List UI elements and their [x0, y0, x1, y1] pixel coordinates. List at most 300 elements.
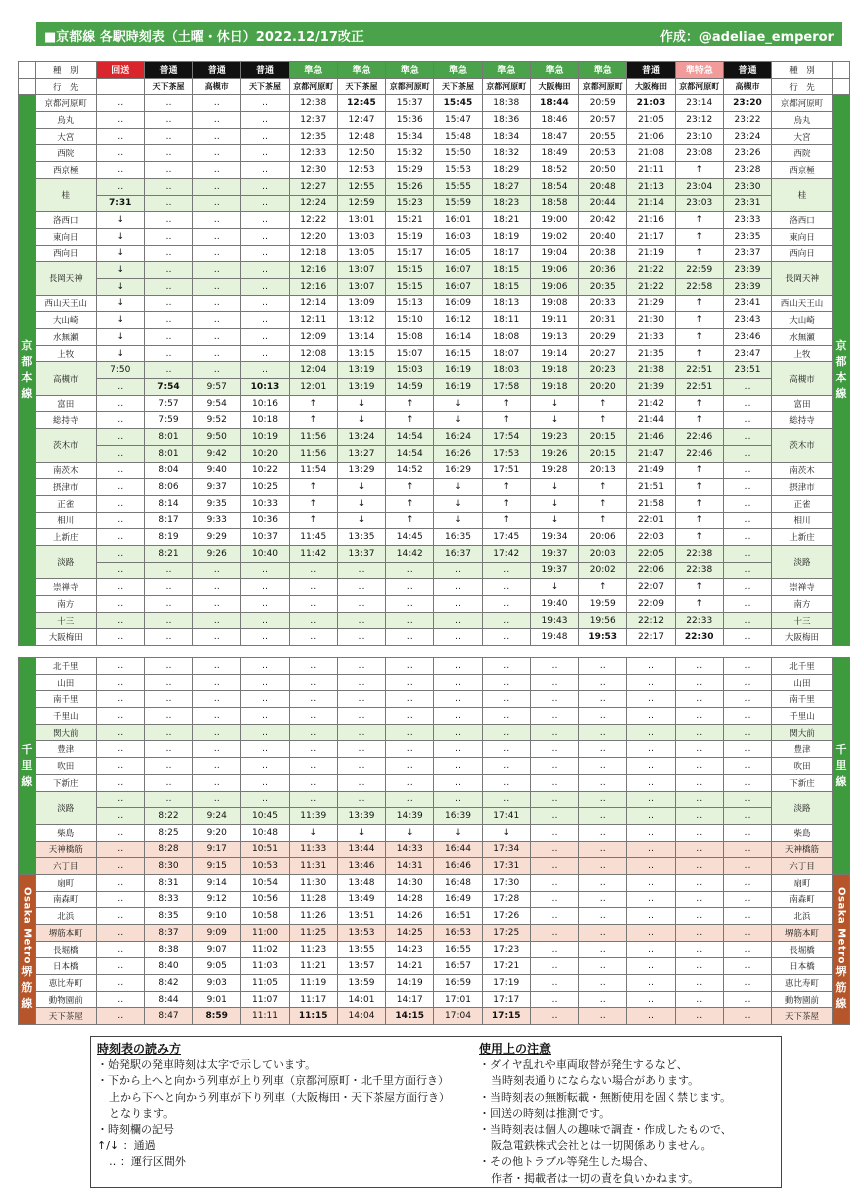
- time-cell: ‥: [193, 708, 241, 725]
- time-cell: ‥: [482, 658, 530, 675]
- time-cell: ‥: [144, 245, 192, 262]
- station-name: 吹田: [35, 758, 96, 775]
- time-cell: ↓: [530, 512, 578, 529]
- time-cell: 22:59: [675, 262, 723, 279]
- time-cell: 12:24: [289, 195, 337, 212]
- table-row: [19, 345, 850, 362]
- station-name: 高槻市: [772, 362, 833, 395]
- line-label-char: 堺: [835, 965, 847, 979]
- station-name: 水無瀬: [35, 329, 96, 346]
- line-label-char: 京: [21, 339, 33, 353]
- table-row: [19, 612, 850, 629]
- time-cell: 13:12: [337, 312, 385, 329]
- station-name: 扇町: [772, 874, 833, 891]
- time-cell: ‥: [723, 691, 771, 708]
- time-cell: ‥: [723, 529, 771, 546]
- time-cell: ‥: [386, 612, 434, 629]
- train-destination-2: 高槻市: [193, 78, 241, 95]
- time-cell: ‥: [96, 395, 144, 412]
- time-cell: 21:13: [627, 178, 675, 195]
- station-name: 京都河原町: [35, 95, 96, 112]
- time-cell: 11:00: [241, 925, 289, 942]
- time-cell: 18:07: [482, 345, 530, 362]
- time-cell: ‥: [723, 395, 771, 412]
- time-cell: ‥: [96, 958, 144, 975]
- legend-line: ↑/↓ ：通過: [97, 1139, 156, 1153]
- time-cell: 14:26: [386, 908, 434, 925]
- time-cell: ‥: [434, 629, 482, 646]
- time-cell: ‥: [434, 612, 482, 629]
- time-cell: 15:34: [386, 128, 434, 145]
- table-row: [19, 808, 850, 825]
- time-cell: ‥: [723, 991, 771, 1008]
- time-cell: 7:50: [96, 362, 144, 379]
- time-cell: ↑: [482, 512, 530, 529]
- time-cell: ↑: [482, 395, 530, 412]
- time-cell: ‥: [675, 941, 723, 958]
- time-cell: ‥: [96, 941, 144, 958]
- time-cell: 11:02: [241, 941, 289, 958]
- time-cell: ↑: [386, 495, 434, 512]
- time-cell: ‥: [723, 512, 771, 529]
- time-cell: 19:34: [530, 529, 578, 546]
- time-cell: ‥: [530, 724, 578, 741]
- station-name: 南千里: [35, 691, 96, 708]
- station-name: 洛西口: [35, 212, 96, 229]
- time-cell: ↑: [579, 495, 627, 512]
- time-cell: ‥: [193, 758, 241, 775]
- time-cell: 19:26: [530, 445, 578, 462]
- time-cell: ‥: [579, 824, 627, 841]
- station-name: 大阪梅田: [35, 629, 96, 646]
- time-cell: ‥: [434, 758, 482, 775]
- time-cell: ‥: [241, 674, 289, 691]
- time-cell: 23:47: [723, 345, 771, 362]
- time-cell: ↑: [579, 579, 627, 596]
- station-name: 天下茶屋: [772, 1008, 833, 1025]
- train-destination-10: 京都河原町: [579, 78, 627, 95]
- time-cell: 17:54: [482, 429, 530, 446]
- time-cell: 20:31: [579, 312, 627, 329]
- legend-right-title: 使用上の注意: [479, 1042, 552, 1056]
- time-cell: ‥: [386, 691, 434, 708]
- time-cell: ‥: [96, 529, 144, 546]
- time-cell: ‥: [193, 629, 241, 646]
- table-row: [19, 462, 850, 479]
- table-row: [19, 228, 850, 245]
- time-cell: 19:04: [530, 245, 578, 262]
- station-name: 関大前: [772, 724, 833, 741]
- train-destination-1: 天下茶屋: [144, 78, 192, 95]
- time-cell: ‥: [627, 758, 675, 775]
- time-cell: ‥: [723, 674, 771, 691]
- station-name: 堺筋本町: [772, 925, 833, 942]
- time-cell: 12:16: [289, 278, 337, 295]
- time-cell: 18:38: [482, 95, 530, 112]
- time-cell: ‥: [144, 278, 192, 295]
- time-cell: ‥: [193, 228, 241, 245]
- time-cell: 10:13: [241, 379, 289, 396]
- time-cell: 11:25: [289, 925, 337, 942]
- table-row: [19, 128, 850, 145]
- time-cell: 15:15: [386, 278, 434, 295]
- time-cell: 11:42: [289, 545, 337, 562]
- time-cell: 16:24: [434, 429, 482, 446]
- time-cell: 11:03: [241, 958, 289, 975]
- time-cell: ‥: [96, 975, 144, 992]
- time-cell: ‥: [434, 674, 482, 691]
- table-row: [19, 412, 850, 429]
- time-cell: ‥: [241, 758, 289, 775]
- train-destination-13: 高槻市: [723, 78, 771, 95]
- time-cell: ‥: [241, 278, 289, 295]
- time-cell: 16:05: [434, 245, 482, 262]
- station-name: 十三: [35, 612, 96, 629]
- time-cell: 20:36: [579, 262, 627, 279]
- time-cell: ‥: [193, 178, 241, 195]
- corner-cell: [19, 78, 36, 95]
- time-cell: ‥: [675, 841, 723, 858]
- time-cell: 14:30: [386, 874, 434, 891]
- time-cell: ‥: [482, 629, 530, 646]
- time-cell: ‥: [289, 758, 337, 775]
- table-row: [19, 841, 850, 858]
- time-cell: ‥: [337, 758, 385, 775]
- station-name: 千里山: [772, 708, 833, 725]
- time-cell: 20:29: [579, 329, 627, 346]
- time-cell: 16:12: [434, 312, 482, 329]
- time-cell: 10:18: [241, 412, 289, 429]
- time-cell: 20:44: [579, 195, 627, 212]
- time-cell: 18:52: [530, 162, 578, 179]
- time-cell: ‥: [530, 808, 578, 825]
- time-cell: ‥: [386, 708, 434, 725]
- time-cell: 10:33: [241, 495, 289, 512]
- time-cell: ‥: [241, 95, 289, 112]
- time-cell: ↑: [386, 395, 434, 412]
- time-cell: ‥: [96, 495, 144, 512]
- line-label-0: [832, 95, 849, 646]
- time-cell: ‥: [675, 858, 723, 875]
- table-row: [19, 429, 850, 446]
- time-cell: 17:17: [482, 991, 530, 1008]
- station-name: 相川: [35, 512, 96, 529]
- time-cell: ‥: [241, 345, 289, 362]
- time-cell: ‥: [723, 958, 771, 975]
- time-cell: ‥: [627, 658, 675, 675]
- time-cell: 11:33: [289, 841, 337, 858]
- time-cell: 13:35: [337, 529, 385, 546]
- time-cell: 17:28: [482, 891, 530, 908]
- time-cell: 13:14: [337, 329, 385, 346]
- time-cell: 13:49: [337, 891, 385, 908]
- line-label-char: 里: [835, 759, 847, 772]
- table-row: [19, 691, 850, 708]
- time-cell: ‥: [96, 1008, 144, 1025]
- time-cell: ‥: [193, 691, 241, 708]
- time-cell: ‥: [723, 562, 771, 579]
- station-name: 富田: [772, 395, 833, 412]
- time-cell: 22:03: [627, 529, 675, 546]
- time-cell: 13:55: [337, 941, 385, 958]
- table-row: [19, 975, 850, 992]
- time-cell: ‥: [193, 278, 241, 295]
- time-cell: ↓: [96, 295, 144, 312]
- table-row: [19, 596, 850, 613]
- time-cell: ‥: [96, 991, 144, 1008]
- time-cell: 12:50: [337, 145, 385, 162]
- time-cell: ‥: [144, 162, 192, 179]
- time-cell: 15:03: [386, 362, 434, 379]
- time-cell: ↓: [96, 212, 144, 229]
- legend-line: 当時刻表通りにならない場合があります。: [491, 1074, 700, 1088]
- time-cell: ↑: [579, 395, 627, 412]
- time-cell: ↑: [675, 312, 723, 329]
- time-cell: ‥: [723, 791, 771, 808]
- time-cell: ‥: [530, 874, 578, 891]
- legend-line: ・当時刻表は個人の趣味で調査・作成したもので、: [479, 1123, 732, 1137]
- station-name: 大山崎: [772, 312, 833, 329]
- train-destination-0: [96, 78, 144, 95]
- time-cell: ‥: [193, 579, 241, 596]
- time-cell: ‥: [530, 708, 578, 725]
- time-cell: 18:19: [482, 228, 530, 245]
- table-row: [19, 874, 850, 891]
- time-cell: 22:51: [675, 362, 723, 379]
- time-cell: 14:17: [386, 991, 434, 1008]
- time-cell: 12:20: [289, 228, 337, 245]
- time-cell: 8:01: [144, 445, 192, 462]
- time-cell: ‥: [96, 824, 144, 841]
- time-cell: 23:10: [675, 128, 723, 145]
- time-cell: 16:39: [434, 808, 482, 825]
- time-cell: ↓: [96, 312, 144, 329]
- time-cell: 14:31: [386, 858, 434, 875]
- table-row: [19, 95, 850, 112]
- time-cell: ‥: [675, 724, 723, 741]
- time-cell: ‥: [144, 178, 192, 195]
- time-cell: 16:29: [434, 462, 482, 479]
- table-row: [19, 791, 850, 808]
- time-cell: ‥: [530, 975, 578, 992]
- time-cell: ‥: [144, 112, 192, 129]
- time-cell: ‥: [144, 629, 192, 646]
- table-row: [19, 262, 850, 279]
- time-cell: ↑: [579, 512, 627, 529]
- time-cell: ‥: [723, 596, 771, 613]
- time-cell: ‥: [627, 941, 675, 958]
- time-cell: 15:37: [386, 95, 434, 112]
- time-cell: 19:18: [530, 362, 578, 379]
- time-cell: 8:19: [144, 529, 192, 546]
- time-cell: ‥: [675, 691, 723, 708]
- time-cell: ↓: [530, 395, 578, 412]
- time-cell: 15:29: [386, 162, 434, 179]
- time-cell: 18:21: [482, 212, 530, 229]
- time-cell: 21:17: [627, 228, 675, 245]
- station-name: 山田: [35, 674, 96, 691]
- time-cell: 13:37: [337, 545, 385, 562]
- station-name: 下新庄: [35, 774, 96, 791]
- author-credit: 作成：@adeliae_emperor: [659, 30, 834, 45]
- time-cell: ↑: [675, 295, 723, 312]
- line-label-2: [19, 874, 36, 1024]
- time-cell: 11:23: [289, 941, 337, 958]
- time-cell: 16:53: [434, 925, 482, 942]
- time-cell: 13:44: [337, 841, 385, 858]
- time-cell: 10:53: [241, 858, 289, 875]
- time-cell: ‥: [96, 708, 144, 725]
- time-cell: 19:08: [530, 295, 578, 312]
- time-cell: 19:02: [530, 228, 578, 245]
- table-row: [19, 178, 850, 195]
- line-label-char: 京: [835, 339, 847, 353]
- time-cell: ‥: [241, 791, 289, 808]
- time-cell: 18:29: [482, 162, 530, 179]
- time-cell: ↓: [530, 412, 578, 429]
- time-cell: 16:37: [434, 545, 482, 562]
- station-name: 烏丸: [35, 112, 96, 129]
- time-cell: ↑: [289, 495, 337, 512]
- time-cell: 12:16: [289, 262, 337, 279]
- time-cell: ‥: [579, 891, 627, 908]
- time-cell: 20:23: [579, 362, 627, 379]
- time-cell: 23:24: [723, 128, 771, 145]
- time-cell: ‥: [289, 691, 337, 708]
- time-cell: ‥: [144, 741, 192, 758]
- time-cell: ‥: [530, 925, 578, 942]
- time-cell: 11:28: [289, 891, 337, 908]
- train-type-0: 回送: [96, 62, 144, 79]
- station-name: 富田: [35, 395, 96, 412]
- time-cell: 15:10: [386, 312, 434, 329]
- time-cell: ↓: [434, 479, 482, 496]
- time-cell: ‥: [675, 908, 723, 925]
- time-cell: ‥: [627, 874, 675, 891]
- table-row: [19, 562, 850, 579]
- time-cell: 22:30: [675, 629, 723, 646]
- time-cell: 23:26: [723, 145, 771, 162]
- train-destination-8: 京都河原町: [482, 78, 530, 95]
- time-cell: 19:13: [530, 329, 578, 346]
- station-name: 高槻市: [35, 362, 96, 395]
- time-cell: ‥: [241, 708, 289, 725]
- time-cell: ‥: [144, 145, 192, 162]
- time-cell: ‥: [96, 891, 144, 908]
- time-cell: ‥: [241, 145, 289, 162]
- time-cell: 21:38: [627, 362, 675, 379]
- time-cell: ‥: [482, 612, 530, 629]
- time-cell: 8:35: [144, 908, 192, 925]
- time-cell: ‥: [675, 741, 723, 758]
- station-name: 西向日: [772, 245, 833, 262]
- station-name: 南千里: [772, 691, 833, 708]
- time-cell: 10:25: [241, 479, 289, 496]
- time-cell: 18:11: [482, 312, 530, 329]
- line-label-char: 本: [21, 371, 33, 385]
- time-cell: ‥: [337, 741, 385, 758]
- time-cell: 13:15: [337, 345, 385, 362]
- time-cell: ‥: [627, 674, 675, 691]
- time-cell: ‥: [193, 674, 241, 691]
- time-cell: ↓: [337, 479, 385, 496]
- time-cell: 21:30: [627, 312, 675, 329]
- train-type-4: 準急: [289, 62, 337, 79]
- time-cell: 11:39: [289, 808, 337, 825]
- time-cell: 20:33: [579, 295, 627, 312]
- time-cell: ‥: [144, 774, 192, 791]
- time-cell: 18:46: [530, 112, 578, 129]
- time-cell: ‥: [675, 791, 723, 808]
- time-cell: ‥: [337, 596, 385, 613]
- time-cell: ‥: [193, 362, 241, 379]
- time-cell: 14:21: [386, 958, 434, 975]
- time-cell: 21:47: [627, 445, 675, 462]
- time-cell: 9:07: [193, 941, 241, 958]
- time-cell: ↑: [675, 596, 723, 613]
- time-cell: ‥: [386, 758, 434, 775]
- time-cell: ‥: [96, 162, 144, 179]
- time-cell: ‥: [289, 579, 337, 596]
- time-cell: ↓: [96, 245, 144, 262]
- time-cell: 18:34: [482, 128, 530, 145]
- time-cell: 21:51: [627, 479, 675, 496]
- time-cell: 17:42: [482, 545, 530, 562]
- time-cell: 15:47: [434, 112, 482, 129]
- time-cell: 22:46: [675, 445, 723, 462]
- time-cell: 9:12: [193, 891, 241, 908]
- time-cell: 8:22: [144, 808, 192, 825]
- time-cell: ↓: [482, 824, 530, 841]
- time-cell: ‥: [96, 724, 144, 741]
- station-name: 崇禅寺: [772, 579, 833, 596]
- time-cell: ‥: [627, 991, 675, 1008]
- time-cell: 21:33: [627, 329, 675, 346]
- time-cell: ‥: [386, 629, 434, 646]
- legend-left-title: 時刻表の読み方: [97, 1042, 182, 1056]
- time-cell: ‥: [627, 841, 675, 858]
- station-name: 扇町: [35, 874, 96, 891]
- station-name: 西山天王山: [35, 295, 96, 312]
- time-cell: 23:43: [723, 312, 771, 329]
- table-row: [19, 195, 850, 212]
- time-cell: ↓: [337, 512, 385, 529]
- station-name: 東向日: [35, 228, 96, 245]
- time-cell: ‥: [193, 329, 241, 346]
- station-name: 大山崎: [35, 312, 96, 329]
- time-cell: ‥: [289, 629, 337, 646]
- time-cell: 19:37: [530, 562, 578, 579]
- time-cell: ‥: [96, 112, 144, 129]
- time-cell: ‥: [530, 758, 578, 775]
- time-cell: ‥: [96, 462, 144, 479]
- time-cell: 9:09: [193, 925, 241, 942]
- table-row: [19, 245, 850, 262]
- time-cell: 21:39: [627, 379, 675, 396]
- time-cell: 9:14: [193, 874, 241, 891]
- time-cell: 17:23: [482, 941, 530, 958]
- line-label-char: 堺: [21, 965, 33, 979]
- time-cell: 13:07: [337, 262, 385, 279]
- time-cell: 9:57: [193, 379, 241, 396]
- time-cell: 19:43: [530, 612, 578, 629]
- time-cell: ‥: [530, 858, 578, 875]
- legend-line: ・回送の時刻は推測です。: [479, 1106, 611, 1120]
- time-cell: ↑: [386, 479, 434, 496]
- time-cell: 7:57: [144, 395, 192, 412]
- time-cell: ‥: [723, 462, 771, 479]
- station-name: 十三: [772, 612, 833, 629]
